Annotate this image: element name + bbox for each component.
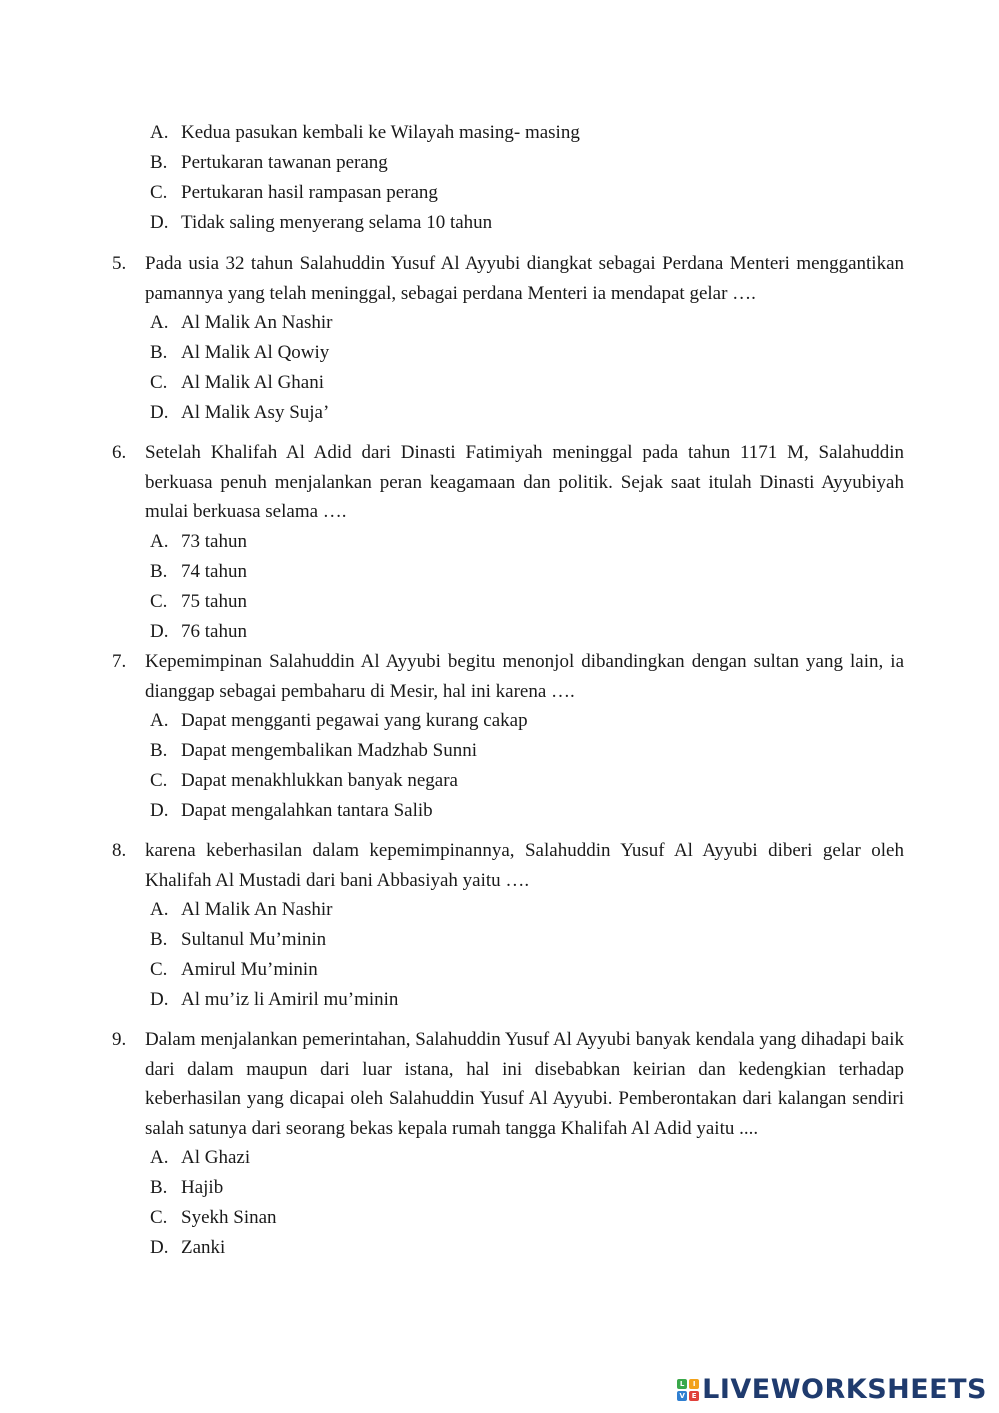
option-row[interactable] xyxy=(150,796,904,826)
logo-tile: E xyxy=(689,1391,699,1401)
option-row[interactable] xyxy=(150,118,580,148)
option-text: Al Malik An Nashir xyxy=(181,899,333,920)
question-number: 8. xyxy=(112,840,127,861)
question-number: 7. xyxy=(112,651,127,672)
logo-tile: L xyxy=(677,1379,687,1389)
question-options xyxy=(112,895,904,1015)
option-letter: B. xyxy=(150,152,168,173)
option-letter: A. xyxy=(150,710,169,731)
option-row[interactable] xyxy=(150,178,580,208)
question-text: Pada usia 32 tahun Salahuddin Yusuf Al Ayyubi diangkat sebagai Perdana Menteri menggantikan pamannya yang telah meninggal, sebagai perdana Menteri ia mendapat gelar …. xyxy=(145,253,904,304)
option-letter: D. xyxy=(150,402,169,423)
option-text: 73 tahun xyxy=(181,530,247,552)
option-text: Al Malik Al Ghani xyxy=(181,372,325,393)
question-8 xyxy=(112,836,904,1015)
option-letter: B. xyxy=(150,342,168,363)
option-row[interactable] xyxy=(150,1143,904,1173)
option-row[interactable] xyxy=(150,308,904,338)
option-row[interactable] xyxy=(150,895,904,925)
option-letter: A. xyxy=(150,312,169,333)
option-letter: C. xyxy=(150,959,168,980)
option-row[interactable] xyxy=(150,587,904,617)
logo-tile: V xyxy=(677,1391,687,1401)
option-letter: B. xyxy=(150,560,168,582)
option-text: Dapat menakhlukkan banyak negara xyxy=(181,770,458,791)
question-text: Kepemimpinan Salahuddin Al Ayyubi begitu menonjol dibandingkan dengan sultan yang lain, ia dianggap sebagai pembaharu di Mesir, hal ini karena …. xyxy=(145,651,904,702)
question-text: karena keberhasilan dalam kepemimpinannya, Salahuddin Yusuf Al Ayyubi diberi gelar oleh Khalifah Al Mustadi dari bani Abbasiyah yaitu …. xyxy=(145,840,904,891)
option-letter: C. xyxy=(150,1207,168,1228)
option-row[interactable] xyxy=(150,985,904,1015)
option-row[interactable] xyxy=(150,338,904,368)
question-6 xyxy=(112,438,904,647)
option-text: Al mu’iz li Amiril mu’minin xyxy=(181,989,399,1010)
question-9 xyxy=(112,1025,904,1263)
option-text: Dapat mengalahkan tantara Salib xyxy=(181,800,433,821)
option-letter: C. xyxy=(150,372,168,393)
option-letter: B. xyxy=(150,1177,168,1198)
option-text: Syekh Sinan xyxy=(181,1207,277,1228)
question-options xyxy=(112,527,904,647)
option-text: Sultanul Mu’minin xyxy=(181,929,327,950)
option-text: Al Malik An Nashir xyxy=(181,312,333,333)
option-letter: D. xyxy=(150,212,169,233)
option-text: Pertukaran hasil rampasan perang xyxy=(181,182,438,203)
option-letter: B. xyxy=(150,740,168,761)
question-number: 5. xyxy=(112,253,127,274)
option-row[interactable] xyxy=(150,1233,904,1263)
option-letter: D. xyxy=(150,620,169,642)
option-row[interactable] xyxy=(150,148,580,178)
option-text: Pertukaran tawanan perang xyxy=(181,152,388,173)
option-letter: C. xyxy=(150,182,168,203)
option-text: Dapat mengganti pegawai yang kurang cakap xyxy=(181,710,528,731)
liveworksheets-logo[interactable] xyxy=(677,1374,987,1405)
option-letter: A. xyxy=(150,899,169,920)
carryover-options xyxy=(150,118,580,238)
option-row[interactable] xyxy=(150,955,904,985)
option-row[interactable] xyxy=(150,736,904,766)
question-number: 6. xyxy=(112,442,127,463)
logo-grid-icon xyxy=(677,1379,699,1401)
question-number: 9. xyxy=(112,1029,127,1050)
option-letter: C. xyxy=(150,590,168,612)
option-row[interactable] xyxy=(150,617,904,647)
question-options xyxy=(112,1143,904,1263)
option-letter: A. xyxy=(150,530,169,552)
option-text: 75 tahun xyxy=(181,590,247,612)
logo-text: LIVEWORKSHEETS xyxy=(702,1374,987,1405)
option-row[interactable] xyxy=(150,1203,904,1233)
option-row[interactable] xyxy=(150,527,904,557)
question-options xyxy=(112,706,904,826)
option-row[interactable] xyxy=(150,925,904,955)
option-text: Al Ghazi xyxy=(181,1147,251,1168)
option-text: Hajib xyxy=(181,1177,224,1198)
option-letter: D. xyxy=(150,989,169,1010)
option-row[interactable] xyxy=(150,398,904,428)
option-row[interactable] xyxy=(150,1173,904,1203)
option-text: Dapat mengembalikan Madzhab Sunni xyxy=(181,740,478,761)
option-row[interactable] xyxy=(150,706,904,736)
option-text: 76 tahun xyxy=(181,620,247,642)
option-letter: D. xyxy=(150,800,169,821)
option-text: Tidak saling menyerang selama 10 tahun xyxy=(181,212,493,233)
option-letter: C. xyxy=(150,770,168,791)
option-row[interactable] xyxy=(150,557,904,587)
question-text: Setelah Khalifah Al Adid dari Dinasti Fatimiyah meninggal pada tahun 1171 M, Salahuddin berkuasa penuh menjalankan peran keagamaan dan politik. Sejak saat itulah Dinasti Ayyubiyah mulai berkuasa selama …. xyxy=(145,442,904,522)
option-text: Al Malik Al Qowiy xyxy=(181,342,330,363)
option-letter: A. xyxy=(150,1147,169,1168)
option-text: Amirul Mu’minin xyxy=(181,959,318,980)
option-row[interactable] xyxy=(150,766,904,796)
option-text: 74 tahun xyxy=(181,560,247,582)
option-row[interactable] xyxy=(150,208,580,238)
question-text: Dalam menjalankan pemerintahan, Salahuddin Yusuf Al Ayyubi banyak kendala yang dihadapi baik dari dalam maupun dari luar istana, hal ini disebabkan keirian dan kedengkian terhadap keberhasilan yang dicapai oleh Salahuddin Yusuf Al Ayyubi. Pemberontakan dari kalangan sendiri salah satunya dari seorang bekas kepala rumah tangga Khalifah Al Adid yaitu .... xyxy=(145,1029,904,1139)
option-letter: D. xyxy=(150,1237,169,1258)
option-text: Kedua pasukan kembali ke Wilayah masing- masing xyxy=(181,122,580,143)
question-options xyxy=(112,308,904,428)
option-text: Zanki xyxy=(181,1237,226,1258)
option-letter: B. xyxy=(150,929,168,950)
option-letter: A. xyxy=(150,122,169,143)
option-text: Al Malik Asy Suja’ xyxy=(181,402,330,423)
logo-tile: I xyxy=(689,1379,699,1389)
question-7 xyxy=(112,647,904,826)
question-5 xyxy=(112,249,904,428)
option-row[interactable] xyxy=(150,368,904,398)
